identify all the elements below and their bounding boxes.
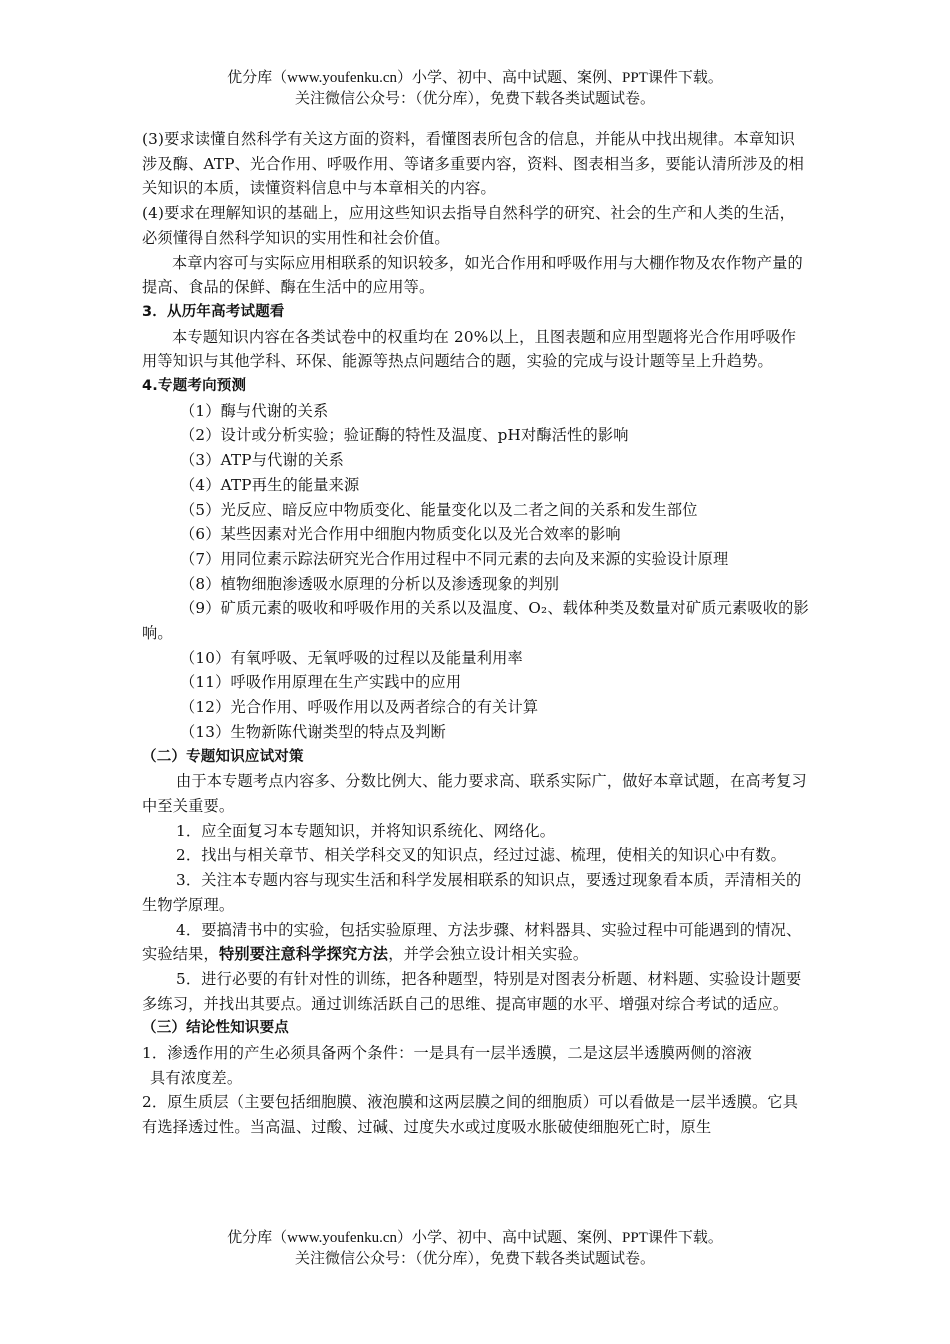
strategy-item-2: 2．找出与相关章节、相关学科交叉的知识点，经过过滤、梳理，使相关的知识心中有数。 (176, 846, 786, 865)
list-item: （10）有氧呼吸、无氧呼吸的过程以及能量利用率 (180, 648, 523, 667)
list-item: （9）矿质元素的吸收和呼吸作用的关系以及温度、O₂、载体种类及数量对矿质元素吸收的影响。 (142, 599, 809, 643)
footer-line-2: 关注微信公众号：（优分库），免费下载各类试题试卷。 (294, 1251, 655, 1267)
list-item: （8）植物细胞渗透吸水原理的分析以及渗透现象的判别 (180, 574, 560, 593)
page-footer (0, 1228, 950, 1270)
paragraph-requirement-4: (4)要求在理解知识的基础上，应用这些知识去指导自然科学的研究、社会的生产和人类的生活，必须懂得自然科学知识的实用性和社会价值。 (142, 204, 796, 247)
strategy-item-4-text-a: 4．要搞清书中的实验，包括实验原理、方法步骤、材料器具、实验过程中可能遇到的情况、实验结果， (142, 920, 802, 964)
list-item: （1）酶与代谢的关系 (180, 401, 329, 420)
section-heading-conclusions: （三）结论性知识要点 (142, 1020, 289, 1037)
strategy-item-1: 1．应全面复习本专题知识，并将知识系统化、网络化。 (176, 821, 556, 840)
list-item: （13）生物新陈代谢类型的特点及判断 (180, 722, 446, 741)
section-heading-3: 3．从历年高考试题看 (142, 303, 285, 320)
section-heading-4: 4.专题考向预测 (142, 378, 247, 395)
paragraph-requirement-3: (3)要求读懂自然科学有关这方面的资料，看懂图表所包含的信息，并能从中找出规律。本章知识涉及酶、ATP、光合作用、呼吸作用、等诸多重要内容，资料、图表相当多，要能认清所涉及的相关知识的本质，读懂资料信息中与本章相关的内容。 (142, 130, 804, 198)
header-line-1: 优分库（www.youfenku.cn）小学、初中、高中试题、案例、PPT课件下载。 (227, 70, 723, 86)
list-item: （6）某些因素对光合作用中细胞内物质变化以及光合效率的影响 (180, 525, 621, 544)
list-item: （7）用同位素示踪法研究光合作用过程中不同元素的去向及来源的实验设计原理 (180, 549, 729, 568)
list-item: （4）ATP再生的能量来源 (180, 475, 360, 494)
list-item: （3）ATP与代谢的关系 (180, 451, 345, 470)
paragraph-strategy-intro: 由于本专题考点内容多、分数比例大、能力要求高、联系实际广，做好本章试题，在高考复习中至关重要。 (142, 772, 807, 815)
knowledge-item-1-line-1: 1．渗透作用的产生必须具备两个条件：一是具有一层半透膜，二是这层半透膜两侧的溶液 (142, 1044, 752, 1063)
knowledge-item-1-line-2: 具有浓度差。 (150, 1068, 243, 1087)
strategy-item-3: 3．关注本专题内容与现实生活和科学发展相联系的知识点，要透过现象看本质，弄清相关的生物学原理。 (142, 871, 802, 914)
list-item: （12）光合作用、呼吸作用以及两者综合的有关计算 (180, 698, 539, 717)
list-item: （2）设计或分析实验；验证酶的特性及温度、pH对酶活性的影响 (180, 426, 629, 445)
knowledge-item-2: 2．原生质层（主要包括细胞膜、液泡膜和这两层膜之间的细胞质）可以看做是一层半透膜。它具有选择透过性。当高温、过酸、过碱、过度失水或过度吸水胀破使细胞死亡时，原生 (142, 1093, 799, 1137)
strategy-item-4 (142, 918, 810, 967)
strategy-item-4-text-c: ，并学会独立设计相关实验。 (388, 945, 589, 964)
list-item: （11）呼吸作用原理在生产实践中的应用 (180, 673, 462, 692)
strategy-item-4-emphasis: 特别要注意科学探究方法 (218, 945, 389, 964)
document-body (142, 127, 810, 1140)
footer-line-1: 优分库（www.youfenku.cn）小学、初中、高中试题、案例、PPT课件下载。 (227, 1230, 723, 1246)
paragraph-exam-trend: 本专题知识内容在各类试卷中的权重均在 20%以上，且图表题和应用型题将光合作用呼吸作用等知识与其他学科、环保、能源等热点问题结合的题，实验的完成与设计题等呈上升趋势。 (142, 327, 797, 371)
header-line-2: 关注微信公众号：（优分库），免费下载各类试题试卷。 (294, 91, 655, 107)
strategy-item-5: 5．进行必要的有针对性的训练，把各种题型，特别是对图表分析题、材料题、实验设计题要多练习，并找出其要点。通过训练活跃自己的思维、提高审题的水平、增强对综合考试的适应。 (142, 969, 802, 1013)
paragraph-application: 本章内容可与实际应用相联系的知识较多，如光合作用和呼吸作用与大棚作物及农作物产量的提高、食品的保鲜、酶在生活中的应用等。 (142, 253, 803, 297)
page-header (0, 68, 950, 110)
section-heading-strategy: （二）专题知识应试对策 (142, 748, 304, 765)
list-item: （5）光反应、暗反应中物质变化、能量变化以及二者之间的关系和发生部位 (180, 500, 698, 519)
